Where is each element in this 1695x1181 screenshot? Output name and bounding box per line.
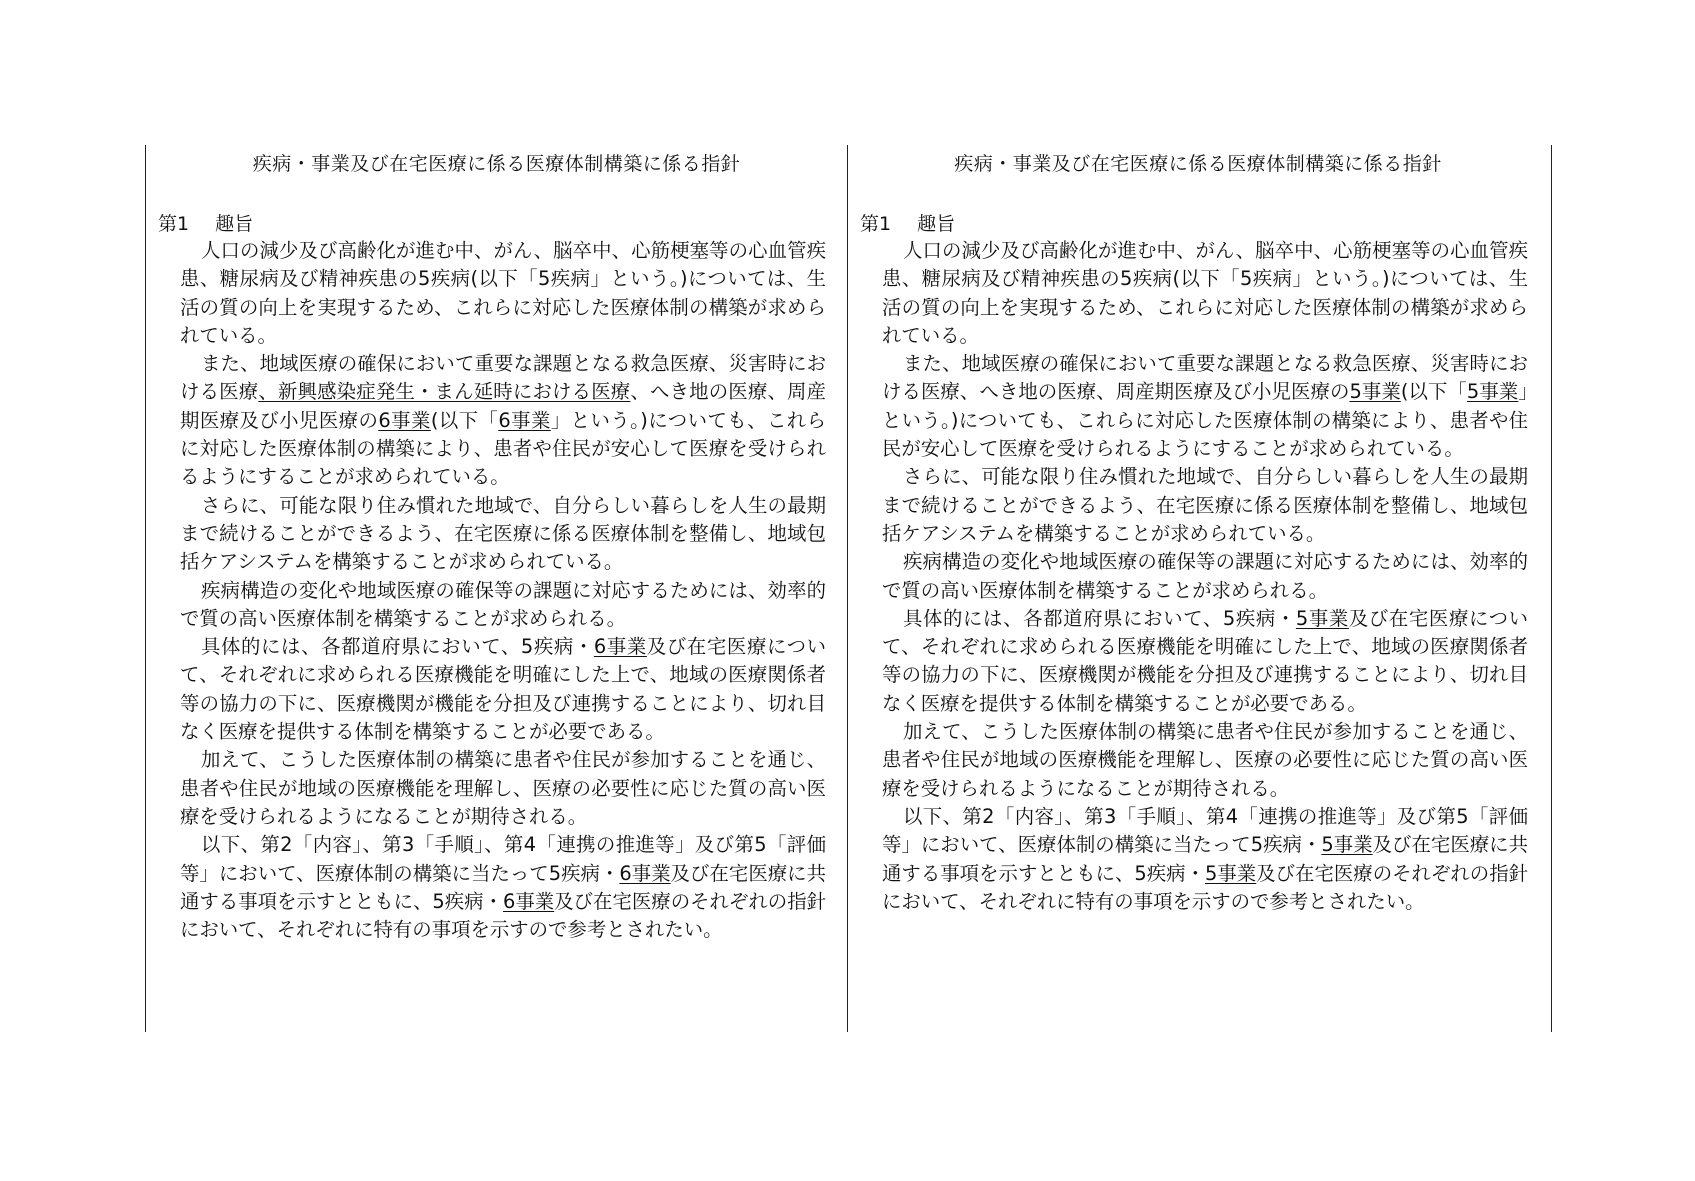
amended-text: 5事業 [1295,606,1349,630]
text-run: 加えて、こうした医療体制の構築に患者や住民が参加することを通じ、患者や住民が地域の医療機能を理解し、医療の必要性に応じた質の高い医療を受けられるようになることが期待される。 [882,720,1528,800]
amended-text: 5事業 [1349,380,1401,404]
section-number: 第1 [860,213,892,235]
text-run: 人口の減少及び高齢化が進む中、がん、脳卒中、心筋梗塞等の心血管疾患、糖尿病及び精神疾患の5疾病(以下「5疾病」という。)については、生活の質の向上を実現するため、これらに対応した医療体制の構築が求められている。 [180,239,826,347]
amended-text: 5事業 [1321,833,1373,857]
text-run: 具体的には、各都道府県において、5疾病・ [903,606,1296,630]
text-run: また、地域医療の確保において重要な課題となる救急医療、災害時における医療 [180,352,826,404]
paragraph [882,718,1528,803]
text-run: 及び在宅医療に共通する事項を示すとともに、5疾病・ [882,833,1529,885]
text-run: 具体的には、各都道府県において、5疾病・ [201,635,594,659]
paragraph [882,605,1528,718]
section-title: 趣旨 [917,213,956,235]
section-title: 趣旨 [215,213,254,235]
text-run: 加えて、こうした医療体制の構築に患者や住民が参加することを通じ、患者や住民が地域の医療機能を理解し、医療の必要性に応じた質の高い医療を受けられるようになることが期待される。 [180,748,826,828]
paragraph [882,237,1528,350]
comparison-table [145,145,1552,1032]
text-run: 以下、第2「内容」、第3「手順」、第4「連携の推進等」及び第5「評価等」において、医療体制の構築に当たって5疾病・ [180,833,826,885]
paragraph [882,548,1528,605]
paragraph [882,463,1528,548]
text-run: 」という。)についても、これらに対応した医療体制の構築により、患者や住民が安心して医療を受けられるようにすることが求められている。 [882,380,1529,461]
section-heading [860,209,955,236]
column-title: 疾病・事業及び在宅医療に係る医療体制構築に係る指針 [954,153,1442,175]
text-run: 、へき地の医療、周産期医療及び小児医療の [180,380,827,432]
paragraph [882,803,1528,916]
text-run: 」という。)についても、これらに対応した医療体制の構築により、患者や住民が安心して医療を受けられるようにすることが求められている。 [180,408,827,489]
text-run: 以下、第2「内容」、第3「手順」、第4「連携の推進等」及び第5「評価等」において、医療体制の構築に当たって5疾病・ [882,804,1528,857]
text-run: (以下「 [430,408,499,432]
paragraph [180,350,826,491]
amended-text: 6事業 [498,408,551,432]
section-body [882,237,1528,916]
text-run: 及び在宅医療のそれぞれの指針において、それぞれに特有の事項を示すので参考とされたい。 [180,889,827,942]
text-run: 及び在宅医療のそれぞれの指針において、それぞれに特有の事項を示すので参考とされたい。 [882,861,1529,913]
text-run: 疾病構造の変化や地域医療の確保等の課題に対応するためには、効率的で質の高い医療体制を構築することが求められる。 [180,578,826,630]
text-run: (以下「 [1400,380,1467,404]
amended-text: 6事業 [619,861,671,885]
amended-text: 6事業 [503,889,555,913]
paragraph [180,746,826,831]
section-number: 第1 [158,213,190,235]
text-run: また、地域医療の確保において重要な課題となる救急医療、災害時における医療、へき地の医療、周産期医療及び小児医療の [882,352,1528,404]
text-run: 及び在宅医療について、それぞれに求められる医療機能を明確にした上で、地域の医療関係者等の協力の下に、医療機関が機能を分担及び連携することにより、切れ目なく医療を提供する体制を構築することが必要である。 [180,635,826,744]
paragraph [180,831,826,944]
text-run: さらに、可能な限り住み慣れた地域で、自分らしい暮らしを人生の最期まで続けることができるよう、在宅医療に係る医療体制を整備し、地域包括ケアシステムを構築することが求められている。 [882,465,1528,545]
amended-text: 6事業 [593,635,647,659]
amended-text: 、新興感染症発生・まん延時における医療 [258,380,631,404]
section-body [180,237,826,944]
amended-text: 6事業 [378,408,431,432]
paragraph [180,237,826,350]
paragraph [180,492,826,577]
paragraph [180,577,826,634]
amended-text: 5事業 [1466,380,1519,404]
column-old [847,145,1548,1032]
text-run: 及び在宅医療に共通する事項を示すとともに、5疾病・ [180,861,827,913]
amended-text: 5事業 [1205,861,1257,885]
column-new [146,145,847,1032]
text-run: さらに、可能な限り住み慣れた地域で、自分らしい暮らしを人生の最期まで続けることができるよう、在宅医療に係る医療体制を整備し、地域包括ケアシステムを構築することが求められている。 [180,493,826,574]
text-run: 人口の減少及び高齢化が進む中、がん、脳卒中、心筋梗塞等の心血管疾患、糖尿病及び精神疾患の5疾病(以下「5疾病」という。)については、生活の質の向上を実現するため、これらに対応した医療体制の構築が求められている。 [882,239,1528,347]
section-heading [158,209,253,236]
text-run: 及び在宅医療について、それぞれに求められる医療機能を明確にした上で、地域の医療関係者等の協力の下に、医療機関が機能を分担及び連携することにより、切れ目なく医療を提供する体制を構築することが必要である。 [882,606,1528,715]
text-run: 疾病構造の変化や地域医療の確保等の課題に対応するためには、効率的で質の高い医療体制を構築することが求められる。 [882,550,1528,602]
paragraph [882,350,1528,463]
paragraph [180,633,826,746]
column-title: 疾病・事業及び在宅医療に係る医療体制構築に係る指針 [252,153,741,175]
